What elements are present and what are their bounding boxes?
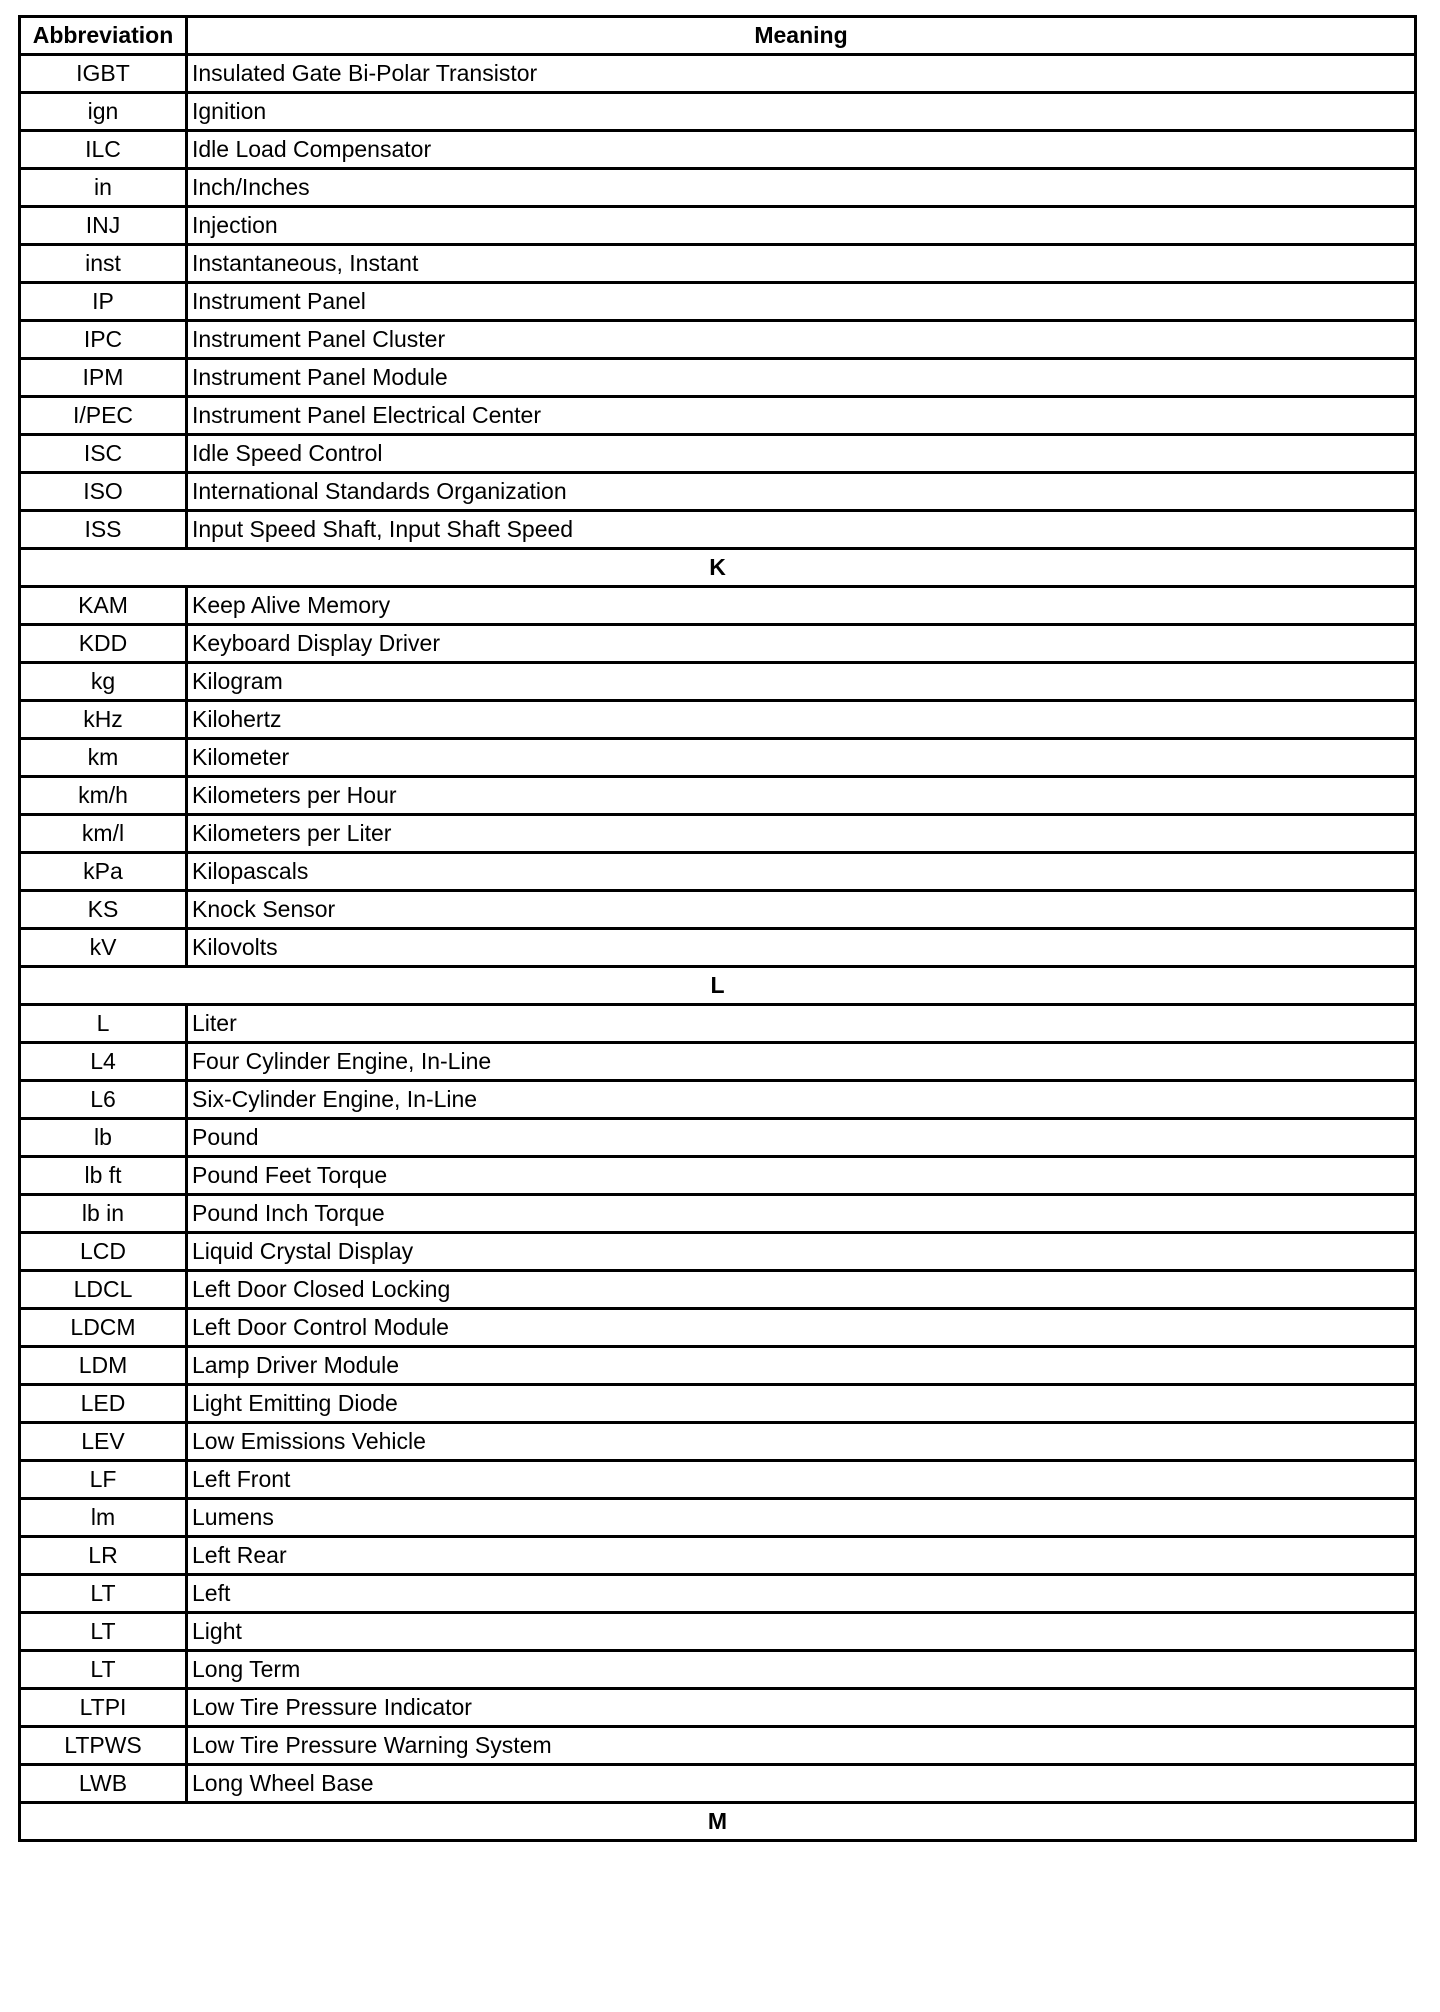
abbreviation-cell: L4 [20,1043,187,1081]
abbreviation-cell: LT [20,1613,187,1651]
meaning-cell: Input Speed Shaft, Input Shaft Speed [187,511,1416,549]
abbreviation-cell: LWB [20,1765,187,1803]
meaning-cell: Kilovolts [187,929,1416,967]
abbreviation-cell: ILC [20,131,187,169]
header-row [20,17,1416,55]
meaning-cell: Insulated Gate Bi-Polar Transistor [187,55,1416,93]
meaning-cell: Injection [187,207,1416,245]
abbreviation-cell: lb ft [20,1157,187,1195]
abbreviation-cell: lb in [20,1195,187,1233]
meaning-cell: Lamp Driver Module [187,1347,1416,1385]
section-letter: L [20,967,1416,1005]
table-row [20,701,1416,739]
meaning-cell: Left Rear [187,1537,1416,1575]
abbreviation-cell: IGBT [20,55,187,93]
table-row [20,207,1416,245]
meaning-cell: Instrument Panel [187,283,1416,321]
abbreviation-cell: LDCL [20,1271,187,1309]
table-row [20,359,1416,397]
abbreviation-cell: L [20,1005,187,1043]
abbreviation-cell: km/l [20,815,187,853]
abbreviation-cell: LR [20,1537,187,1575]
section-letter: M [20,1803,1416,1841]
meaning-cell: Pound Feet Torque [187,1157,1416,1195]
abbreviation-cell: LED [20,1385,187,1423]
table-row [20,1727,1416,1765]
meaning-cell: Pound [187,1119,1416,1157]
meaning-cell: Liter [187,1005,1416,1043]
table-row [20,1537,1416,1575]
meaning-cell: Kilopascals [187,853,1416,891]
table-row [20,929,1416,967]
abbreviation-cell: km [20,739,187,777]
table-row [20,1309,1416,1347]
abbreviation-cell: inst [20,245,187,283]
table-row [20,131,1416,169]
abbreviation-cell: I/PEC [20,397,187,435]
table-header [20,17,1416,55]
abbreviation-cell: LEV [20,1423,187,1461]
table-row [20,815,1416,853]
meaning-cell: Left Front [187,1461,1416,1499]
table-row [20,511,1416,549]
meaning-cell: Inch/Inches [187,169,1416,207]
abbreviation-cell: LDCM [20,1309,187,1347]
abbreviation-cell: IP [20,283,187,321]
abbreviations-table [18,15,1417,1842]
meaning-cell: Idle Load Compensator [187,131,1416,169]
table-row [20,93,1416,131]
meaning-cell: Kilometers per Hour [187,777,1416,815]
meaning-cell: Six-Cylinder Engine, In-Line [187,1081,1416,1119]
abbreviation-cell: ISC [20,435,187,473]
meaning-cell: Lumens [187,1499,1416,1537]
meaning-cell: Idle Speed Control [187,435,1416,473]
meaning-cell: Long Term [187,1651,1416,1689]
section-letter: K [20,549,1416,587]
table-row [20,1613,1416,1651]
table-row [20,1461,1416,1499]
table-row [20,1651,1416,1689]
table-row [20,853,1416,891]
meaning-cell: Keyboard Display Driver [187,625,1416,663]
table-row [20,891,1416,929]
abbreviation-cell: LTPI [20,1689,187,1727]
table-row [20,1347,1416,1385]
meaning-cell: International Standards Organization [187,473,1416,511]
table-row [20,1233,1416,1271]
meaning-cell: Kilometers per Liter [187,815,1416,853]
meaning-cell: Low Tire Pressure Indicator [187,1689,1416,1727]
table-row [20,435,1416,473]
abbreviation-cell: KAM [20,587,187,625]
abbreviation-cell: kPa [20,853,187,891]
abbreviation-cell: LF [20,1461,187,1499]
table-row [20,663,1416,701]
table-row [20,625,1416,663]
table-row [20,1157,1416,1195]
abbreviation-cell: ign [20,93,187,131]
meaning-cell: Ignition [187,93,1416,131]
abbreviation-cell: lb [20,1119,187,1157]
section-header-row [20,967,1416,1005]
abbreviation-cell: LT [20,1575,187,1613]
meaning-cell: Keep Alive Memory [187,587,1416,625]
table-row [20,169,1416,207]
meaning-cell: Kilohertz [187,701,1416,739]
meaning-cell: Instrument Panel Electrical Center [187,397,1416,435]
meaning-cell: Left [187,1575,1416,1613]
table-row [20,777,1416,815]
abbreviation-cell: kHz [20,701,187,739]
abbreviation-cell: KDD [20,625,187,663]
table-row [20,1119,1416,1157]
abbreviation-cell: ISO [20,473,187,511]
meaning-cell: Instantaneous, Instant [187,245,1416,283]
meaning-cell: Instrument Panel Cluster [187,321,1416,359]
abbreviation-cell: ISS [20,511,187,549]
section-header-row [20,549,1416,587]
table-row [20,1575,1416,1613]
abbreviation-cell: LCD [20,1233,187,1271]
table-row [20,283,1416,321]
table-row [20,55,1416,93]
abbreviation-cell: in [20,169,187,207]
section-header-row [20,1803,1416,1841]
meaning-cell: Light [187,1613,1416,1651]
table-body [20,55,1416,1841]
abbreviation-cell: LTPWS [20,1727,187,1765]
meaning-cell: Light Emitting Diode [187,1385,1416,1423]
abbreviation-cell: IPM [20,359,187,397]
meaning-cell: Low Emissions Vehicle [187,1423,1416,1461]
table-row [20,1195,1416,1233]
abbreviation-cell: kV [20,929,187,967]
meaning-cell: Knock Sensor [187,891,1416,929]
table-row [20,1689,1416,1727]
abbreviation-cell: lm [20,1499,187,1537]
table-row [20,1385,1416,1423]
table-row [20,1271,1416,1309]
meaning-cell: Kilogram [187,663,1416,701]
abbreviation-cell: INJ [20,207,187,245]
table-row [20,245,1416,283]
abbreviation-cell: kg [20,663,187,701]
table-row [20,587,1416,625]
meaning-cell: Four Cylinder Engine, In-Line [187,1043,1416,1081]
meaning-cell: Liquid Crystal Display [187,1233,1416,1271]
meaning-cell: Pound Inch Torque [187,1195,1416,1233]
meaning-cell: Low Tire Pressure Warning System [187,1727,1416,1765]
table-row [20,739,1416,777]
abbreviation-cell: IPC [20,321,187,359]
meaning-cell: Left Door Closed Locking [187,1271,1416,1309]
table-row [20,397,1416,435]
table-row [20,1043,1416,1081]
abbreviation-cell: L6 [20,1081,187,1119]
meaning-cell: Kilometer [187,739,1416,777]
table-row [20,1499,1416,1537]
table-row [20,1423,1416,1461]
meaning-cell: Long Wheel Base [187,1765,1416,1803]
meaning-cell: Left Door Control Module [187,1309,1416,1347]
meaning-cell: Instrument Panel Module [187,359,1416,397]
abbreviation-cell: LDM [20,1347,187,1385]
table-row [20,1081,1416,1119]
table-row [20,473,1416,511]
table-row [20,321,1416,359]
abbreviation-cell: km/h [20,777,187,815]
meaning-column-header: Meaning [187,17,1416,55]
abbreviation-cell: KS [20,891,187,929]
abbreviation-column-header: Abbreviation [20,17,187,55]
table-row [20,1765,1416,1803]
table-row [20,1005,1416,1043]
abbreviation-cell: LT [20,1651,187,1689]
